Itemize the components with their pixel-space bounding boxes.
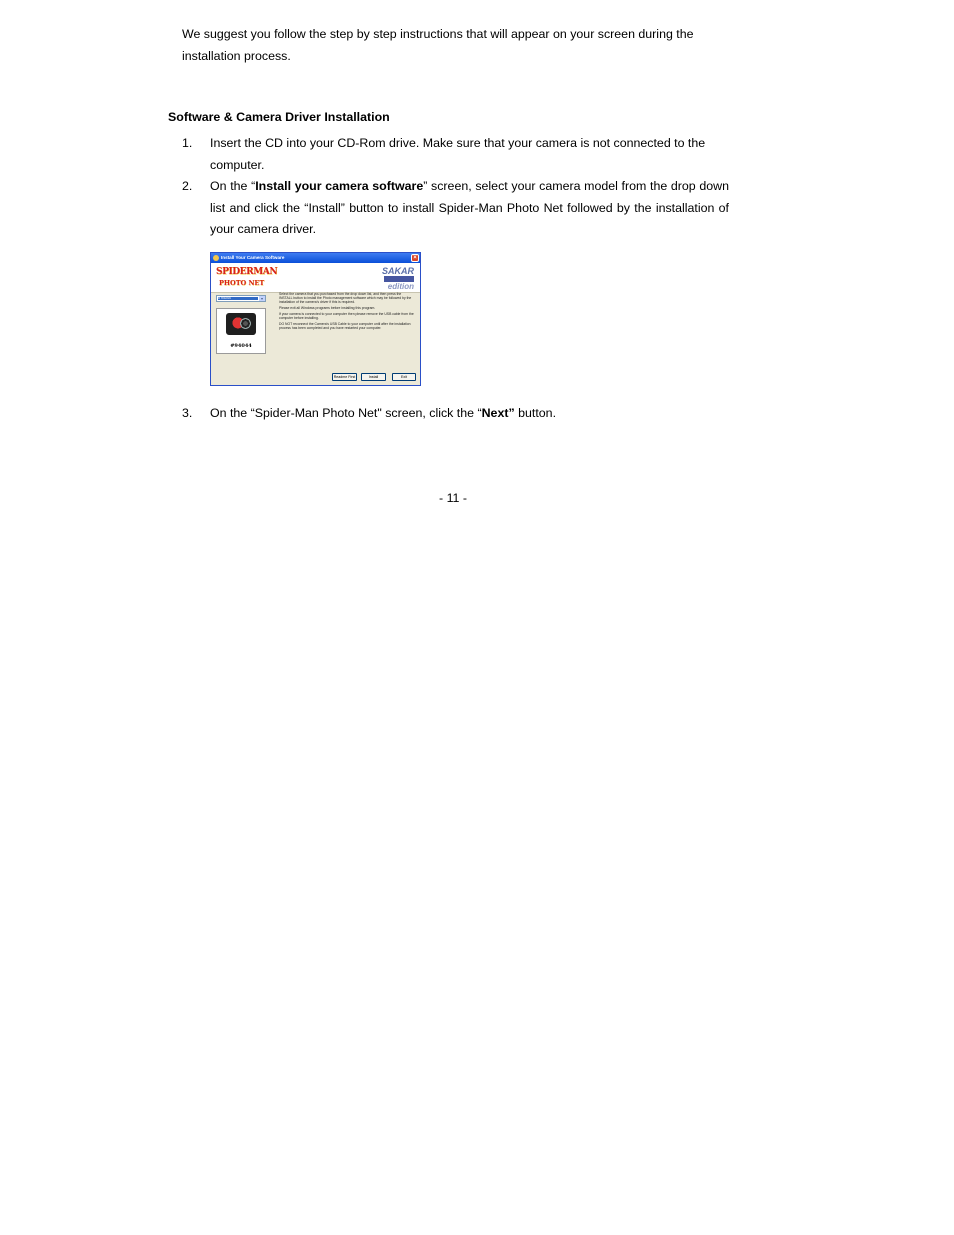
step-3-bold: Next”: [481, 406, 515, 420]
exit-button: Exit: [392, 373, 416, 381]
app-icon: [213, 255, 219, 261]
instruction-2: Please exit all Windows programs before installing this program.: [279, 306, 376, 311]
step-number-1: 1.: [182, 136, 193, 150]
edition-brand: edition: [387, 282, 414, 291]
camera-photo: [216, 308, 266, 354]
intro-paragraph: We suggest you follow the step by step instructions that will appear on your screen during the installation process.: [182, 27, 694, 63]
step-2-pre: On the “: [210, 179, 256, 193]
step-3-post: button.: [514, 406, 557, 420]
step-number-3: 3.: [182, 406, 193, 420]
install-instructions: [279, 293, 415, 333]
close-icon: ×: [411, 254, 419, 262]
instruction-3: If your camera is connected to your computer then please remove the USB cable from the computer before installing.: [279, 312, 414, 321]
step-text-1: Insert the CD into your CD-Rom drive. Make sure that your camera is not connected to the computer.: [210, 136, 706, 172]
spiderman-logo: SPIDERMAN: [216, 267, 278, 277]
step-text-3: [210, 403, 729, 425]
photo-net-logo: PHOTO NET: [219, 279, 265, 287]
camera-model-label: #94044: [230, 343, 252, 349]
readme-first-button: Readme First: [333, 375, 356, 379]
chevron-down-icon: ▾: [260, 296, 263, 301]
step-2-post: ” screen, select your camera model from the drop down list and click the “Install” button to install Spider-Man Photo Net followed by the installation of your camera driver.: [210, 179, 729, 236]
step-text-2: [210, 176, 729, 241]
instruction-4: DO NOT reconnect the Camera's USB Cable to your computer until after the installation process has been completed and you have restarted your computer.: [279, 322, 411, 331]
window-title-bar: [211, 253, 420, 263]
install-button: Install: [361, 373, 386, 381]
instruction-1: Select the camera that you purchased from the drop down list, and then press the INSTALL button to install the Photo management software which may be followed by the installation of the camera's driver if this is required.: [279, 292, 412, 304]
step-number-2: 2.: [182, 179, 193, 193]
section-heading: Software & Camera Driver Installation: [168, 110, 390, 124]
window-title: Install Your Camera Software: [221, 255, 285, 260]
install-software-screenshot: [210, 252, 421, 386]
camera-icon: [226, 313, 256, 335]
selected-model: # 94044: [218, 297, 258, 300]
lens-icon: [240, 318, 251, 329]
page-number: - 11 -: [439, 491, 467, 505]
step-3-pre: On the “Spider-Man Photo Net" screen, click the “: [210, 406, 482, 420]
camera-model-dropdown: [216, 295, 266, 302]
step-2-bold: Install your camera software: [255, 179, 424, 193]
sakar-brand: SAKAR: [381, 266, 414, 276]
window-header: [211, 263, 420, 293]
